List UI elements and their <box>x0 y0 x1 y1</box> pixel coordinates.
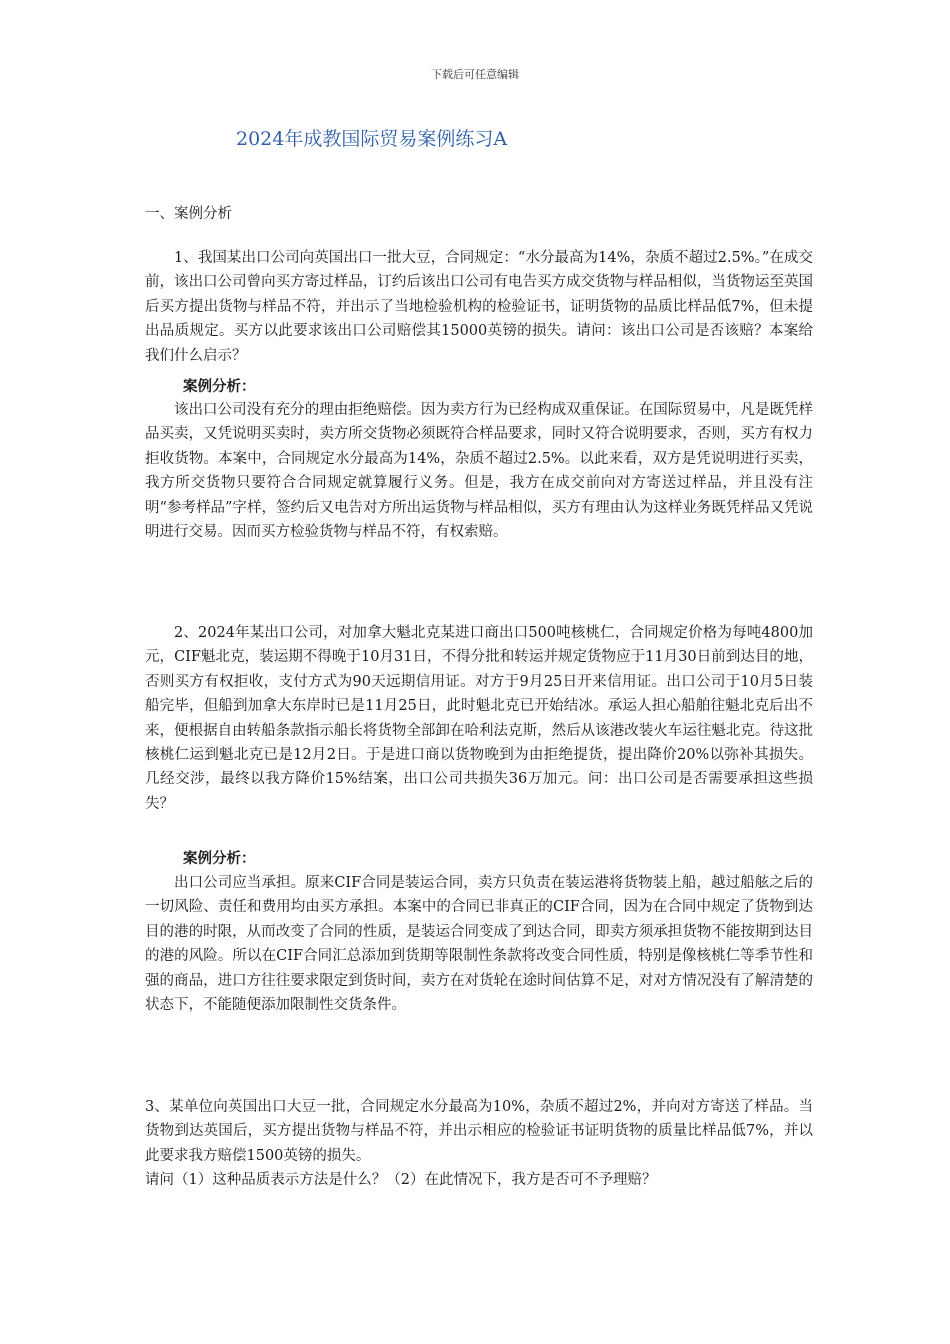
case-2-analysis-label: 案例分析： <box>183 851 256 867</box>
document-title: 2024年成教国际贸易案例练习A <box>236 128 508 150</box>
case-2-analysis: 出口公司应当承担。原来CIF合同是装运合同，卖方只负责在装运港将货物装上船，越过船舷之后的一切风险、责任和费用均由买方承担。本案中的合同已非真正的CIF合同，因为在合同中规定了货物到达目的港的时限，从而改变了合同的性质，是装运合同变成了到达合同，即卖方须承担货物不能按期到达目的港的风险。所以在CIF合同汇总添加到货期等限制性条款将改变合同性质，特别是像核桃仁等季节性和强的商品，进口方往往要求限定到货时间，卖方在对货轮在途时间估算不足，对对方情况没有了解清楚的状态下，不能随便添加限制性交货条件。 <box>145 875 813 1014</box>
case-3-followup: 请问（1）这种品质表示方法是什么？（2）在此情况下，我方是否可不予理赔？ <box>145 1172 657 1188</box>
case-1-analysis-label: 案例分析： <box>183 379 256 395</box>
case-1-analysis: 该出口公司没有充分的理由拒绝赔偿。因为卖方行为已经构成双重保证。在国际贸易中，凡是既凭样品买卖，又凭说明买卖时，卖方所交货物必须既符合样品要求，同时又符合说明要求，否则，买方有权力拒收货物。本案中，合同规定水分最高为14%，杂质不超过2.5%。以此来看，双方是凭说明进行买卖，我方所交货物只要符合合同规定就算履行义务。但是，我方在成交前向对方寄送过样品，并且没有注明“参考样品”字样，签约后又电告对方所出运货物与样品相似，买方有理由认为这样业务既凭样品又凭说明进行交易。因而买方检验货物与样品不符，有权索赔。 <box>145 402 813 541</box>
header-note: 下载后可任意编辑 <box>431 68 519 81</box>
case-2-question: 2、2024年某出口公司，对加拿大魁北克某进口商出口500吨核桃仁，合同规定价格为每吨4800加元，CIF魁北克，装运期不得晚于10月31日，不得分批和转运并规定货物应于11月30日前到达目的地，否则买方有权拒收，支付方式为90天远期信用证。对方于9月25日开来信用证。出口公司于10月5日装船完毕，但船到加拿大东岸时已是11月25日，此时魁北克已开始结冰。承运人担心船舶往魁北克后出不来，便根据自由转船条款指示船长将货物全部卸在哈利法克斯，然后从该港改装火车运往魁北克。待这批核桃仁运到魁北克已是12月2日。于是进口商以货物晚到为由拒绝提货，提出降价20%以弥补其损失。几经交涉，最终以我方降价15%结案，出口公司共损失36万加元。问：出口公司是否需要承担这些损失？ <box>145 625 813 812</box>
section-heading: 一、案例分析 <box>145 206 232 222</box>
case-1-question: 1、我国某出口公司向英国出口一批大豆，合同规定：“水分最高为14%，杂质不超过2.5%。”在成交前，该出口公司曾向买方寄过样品，订约后该出口公司有电告买方成交货物与样品相似，当货物运至英国后买方提出货物与样品不符，并出示了当地检验机构的检验证书，证明货物的品质比样品低7%，但未提出品质规定。买方以此要求该出口公司赔偿其15000英镑的损失。请问：该出口公司是否该赔？本案给我们什么启示？ <box>145 250 813 364</box>
case-3-question: 3、某单位向英国出口大豆一批，合同规定水分最高为10%，杂质不超过2%，并向对方寄送了样品。当货物到达英国后，买方提出货物与样品不符，并出示相应的检验证书证明货物的质量比样品低7%，并以此要求我方赔偿1500英镑的损失。 <box>145 1099 813 1164</box>
